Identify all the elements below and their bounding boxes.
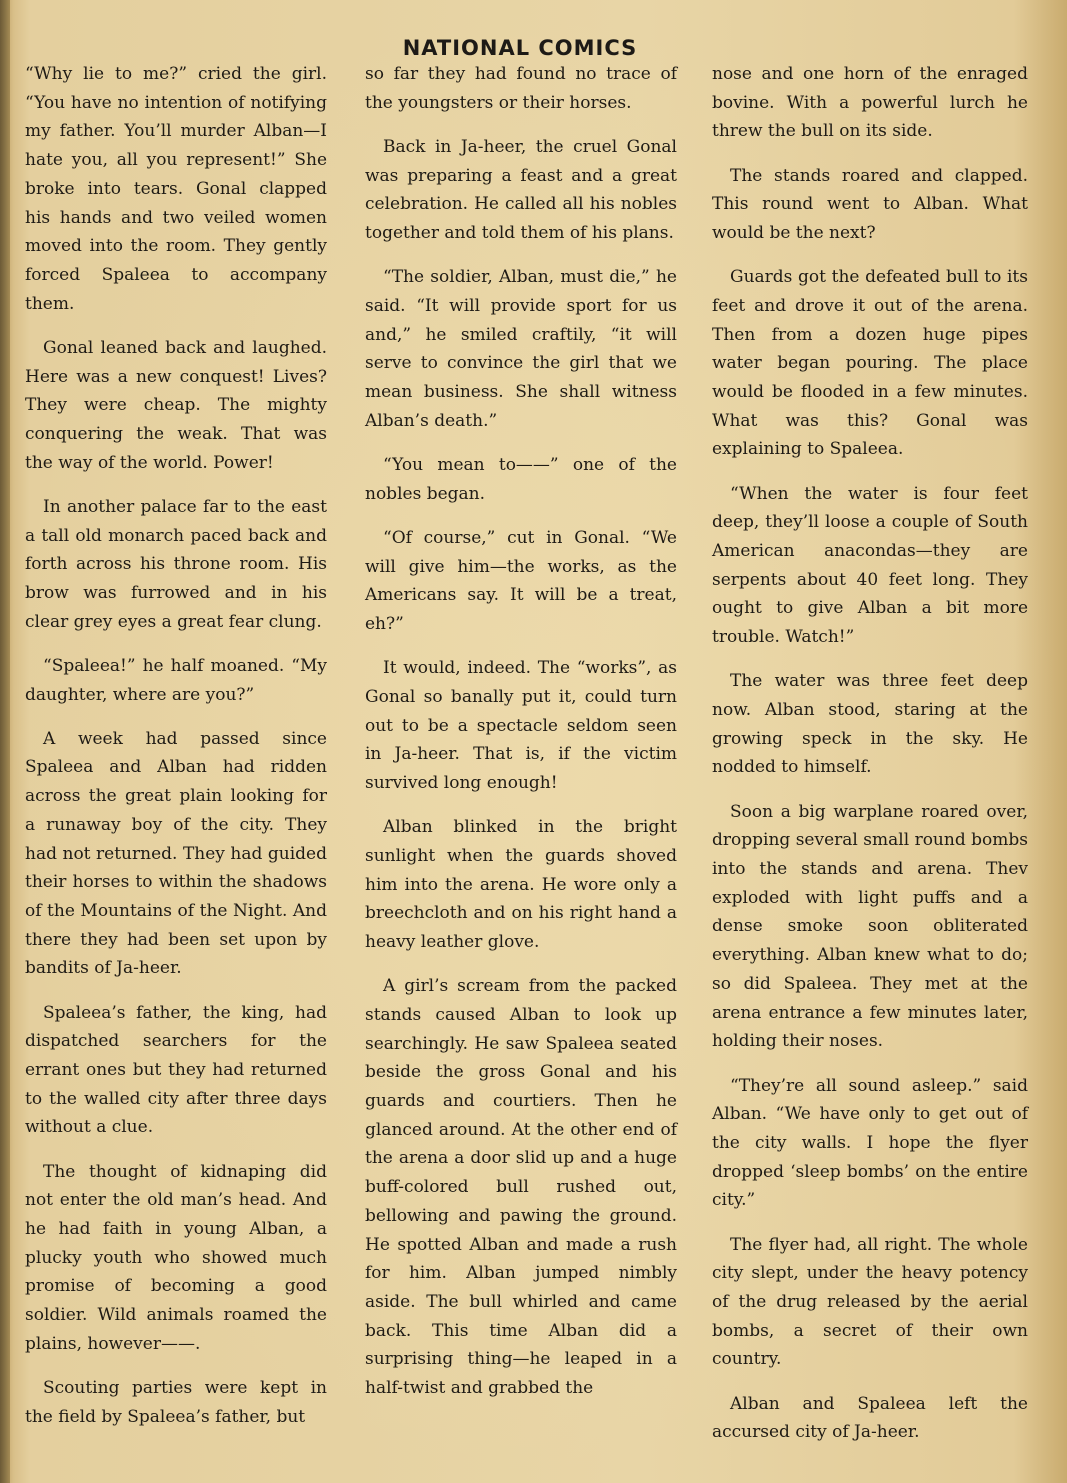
paragraph: Guards got the defeated bull to its feet and drove it out of the arena. Then from a dozen huge pipes water began pouring. The place would be flooded in a few minutes. What was this? Gonal was explaining to Spaleea. — [712, 267, 1028, 460]
paragraph: “When the water is four feet deep, they’ll loose a couple of South American anacondas—they are serpents about 40 feet long. They ought to give Alban a bit more trouble. Watch!” — [712, 483, 1028, 648]
paragraph: Alban and Spaleea left the accursed city of Ja-heer. — [712, 1393, 1028, 1443]
paragraph: Back in Ja-heer, the cruel Gonal was preparing a feast and a great celebration. He called all his nobles together and told them of his plans. — [365, 136, 677, 244]
paragraph: “The soldier, Alban, must die,” he said. “It will provide sport for us and,” he smiled craftily, “it will serve to convince the girl that we mean business. She shall witness Alban’s death.” — [365, 267, 677, 431]
paragraph: “Why lie to me?” cried the girl. “You have no intention of notifying my father. You’ll murder Alban—I hate you, all you represent!” She broke into tears. Gonal clapped his hands and two veiled women moved into the room. They gently forced Spaleea to accompany them. — [25, 64, 327, 314]
page-header: NATIONAL COMICS — [402, 36, 638, 60]
paragraph: nose and one horn of the enraged bovine. With a powerful lurch he threw the bull on its side. — [712, 64, 1028, 142]
paragraph: “You mean to——” one of the nobles began. — [365, 454, 677, 504]
text-column-1 — [25, 60, 327, 1447]
paragraph: A week had passed since Spaleea and Alban had ridden across the great plain looking for a runaway boy of the city. They had not returned. They had guided their horses to within the shadows of the Mountains of the Night. And there they had been set upon by bandits of Ja-heer. — [25, 728, 327, 979]
paragraph: “Of course,” cut in Gonal. “We will give him—the works, as the Americans say. It will be a treat, eh?” — [365, 527, 677, 634]
paragraph: so far they had found no trace of the youngsters or their horses. — [365, 64, 677, 113]
text-column-2 — [365, 60, 677, 1418]
paragraph: The flyer had, all right. The whole city slept, under the heavy potency of the drug released by the aerial bombs, a secret of their own country. — [712, 1234, 1028, 1370]
paragraph: Soon a big warplane roared over, dropping several small round bombs into the stands and arena. Thev exploded with light puffs and a dense smoke soon obliterated everything. Alban knew what to do; so did Spaleea. They met at the arena entrance a few minutes later, holding their noses. — [712, 801, 1028, 1052]
paragraph: In another palace far to the east a tall old monarch paced back and forth across his throne room. His brow was furrowed and in his clear grey eyes a great fear clung. — [25, 496, 327, 632]
paragraph: “Spaleea!” he half moaned. “My daughter, where are you?” — [25, 655, 327, 705]
paragraph: Gonal leaned back and laughed. Here was a new conquest! Lives? They were cheap. The mighty conquering the weak. That was the way of the world. Power! — [25, 337, 327, 473]
paragraph: A girl’s scream from the packed stands caused Alban to look up searchingly. He saw Spaleea seated beside the gross Gonal and his guards and courtiers. Then he glanced around. At the other end of the arena a door slid up and a huge buff-colored bull rushed out, bellowing and pawing the ground. He spotted Alban and made a rush for him. Alban jumped nimbly aside. The bull whirled and came back. This time Alban did a surprising thing—he leaped in a half-twist and grabbed the — [365, 976, 677, 1399]
paragraph: “They’re all sound asleep.” said Alban. “We have only to get out of the city walls. I hope the flyer dropped ‘sleep bombs’ on the entire city.” — [712, 1075, 1028, 1211]
paragraph: The water was three feet deep now. Alban stood, staring at the growing speck in the sky. He nodded to himself. — [712, 671, 1028, 778]
paragraph: The stands roared and clapped. This round went to Alban. What would be the next? — [712, 165, 1028, 244]
paragraph: The thought of kidnaping did not enter the old man’s head. And he had faith in young Alban, a plucky youth who showed much promise of becoming a good soldier. Wild animals roamed the plains, however——. — [25, 1161, 327, 1354]
paragraph: It would, indeed. The “works”, as Gonal so banally put it, could turn out to be a spectacle seldom seen in Ja-heer. That is, if the victim survived long enough! — [365, 658, 677, 793]
paragraph: Scouting parties were kept in the field by Spaleea’s father, but — [25, 1378, 327, 1427]
page-binding-edge — [0, 0, 10, 1483]
paragraph: Alban blinked in the bright sunlight when the guards shoved him into the arena. He wore only a breechcloth and on his right hand a heavy leather glove. — [365, 817, 677, 952]
text-column-3 — [712, 60, 1028, 1462]
paragraph: Spaleea’s father, the king, had dispatched searchers for the errant ones but they had returned to the walled city after three days without a clue. — [25, 1002, 327, 1138]
